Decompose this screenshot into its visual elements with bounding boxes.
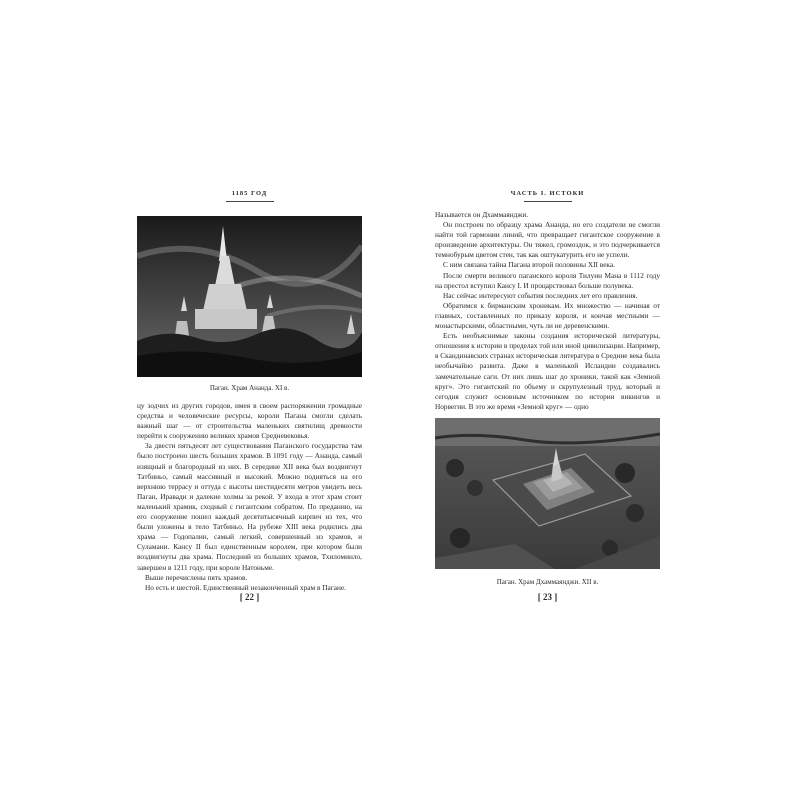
right-head-rule [524, 201, 572, 202]
right-paragraph: После смерти великого паганского короля Тилуин Мана в 1112 году на престол вступил Кансу I. И процарствовал больше полувека. [435, 270, 660, 290]
left-paragraph: Но есть и шестой. Единственный незаконченный храм в Пагане. [145, 582, 346, 592]
right-running-head: ЧАСТЬ I. ИСТОКИ [510, 190, 585, 197]
right-paragraph: Нас сейчас интересуют события последних лет его правления. [443, 290, 638, 300]
right-paragraph: Обратимся к бирманским хроникам. Их множество — начиная от главных, составленных по приказу короля, и кончая местными — монастырскими, областными, чуть ли не деревенскими. [435, 300, 660, 331]
left-paragraph: цу зодчих из других городов, имея в своем распоряжении громадные средства и человеческие ресурсы, короли Пагана смогли сделать важный шаг — от строительства маленьких святилищ древности перейти к сооружению великих храмов Средневековья. [137, 401, 362, 441]
right-paragraph: Он построен по образцу храма Ананда, но его создатели не смогли найти той гармонии линий, что превращает гигантское сооружение в произведение архитектуры. Он тяжел, громоздок, и это подчеркивается темнобурым цветом стен, так как оштукатурить его не успели. [435, 220, 660, 260]
left-page-number: [ 22 ] [239, 592, 260, 602]
right-paragraph: С ним связана тайна Пагана второй половины XII века. [443, 260, 615, 270]
left-running-head: 1185 ГОД [231, 190, 268, 197]
right-paragraph: Называется он Дхаммаянджи. [435, 210, 529, 219]
right-body-text [435, 210, 660, 412]
dhammayangyi-temple-photo [435, 418, 660, 569]
left-body-text [137, 401, 362, 593]
left-paragraph: За двести пятьдесят лет существования Паганского государства там было построено шесть больших храмов. В 1091 году — Ананда, самый изящный и благородный из них. В середине XII века был воздвигнут Татбиньо, самый массивный и высокий. Можно подняться на его верхнюю террасу и оттуда с высоты шестидесяти метров увидеть весь Паган, Иравади и далекие холмы за рекой. У входа в этот храм стоит маленький храмик, сходный с гигантским собратом. По преданию, на его сооружение пошел каждый десятитысячный кирпич из тех, что были уложены в тело Татбиньо. На рубеже XIII века родились два храма — Годопалин, самый легкий, совершенный из храмов, и Суламани. Кансу II был единственным королем, при котором были воздвигнуты два храма. Последний из больших храмов, Тхиломинло, завершен в 1211 году, при короле Натоньме. [137, 441, 362, 572]
left-paragraph: Выше перечислены пять храмов. [145, 572, 248, 582]
left-figure-caption: Паган. Храм Ананда. XI в. [209, 384, 290, 392]
right-paragraph: Есть необъяснимые законы создания исторической литературы, отношения к истории в пределах той или иной цивилизации. Например, в Скандинавских странах историческая литература в Средние века была необычайно развита. Даже в маленькой Исландии создавались замечательные саги. От них лишь шаг до хроники, такой как «Земной круг». Это гигантский по объему и скрупулезный труд, который и сегодня служит основным источником по истории викингов и Норвегии. В это же время «Земной круг» — одно [435, 331, 660, 411]
left-head-rule [226, 201, 274, 202]
right-page-number: [ 23 ] [537, 592, 558, 602]
right-figure-caption: Паган. Храм Дхаммаянджи. XII в. [496, 578, 599, 586]
ananda-temple-photo [137, 216, 362, 377]
